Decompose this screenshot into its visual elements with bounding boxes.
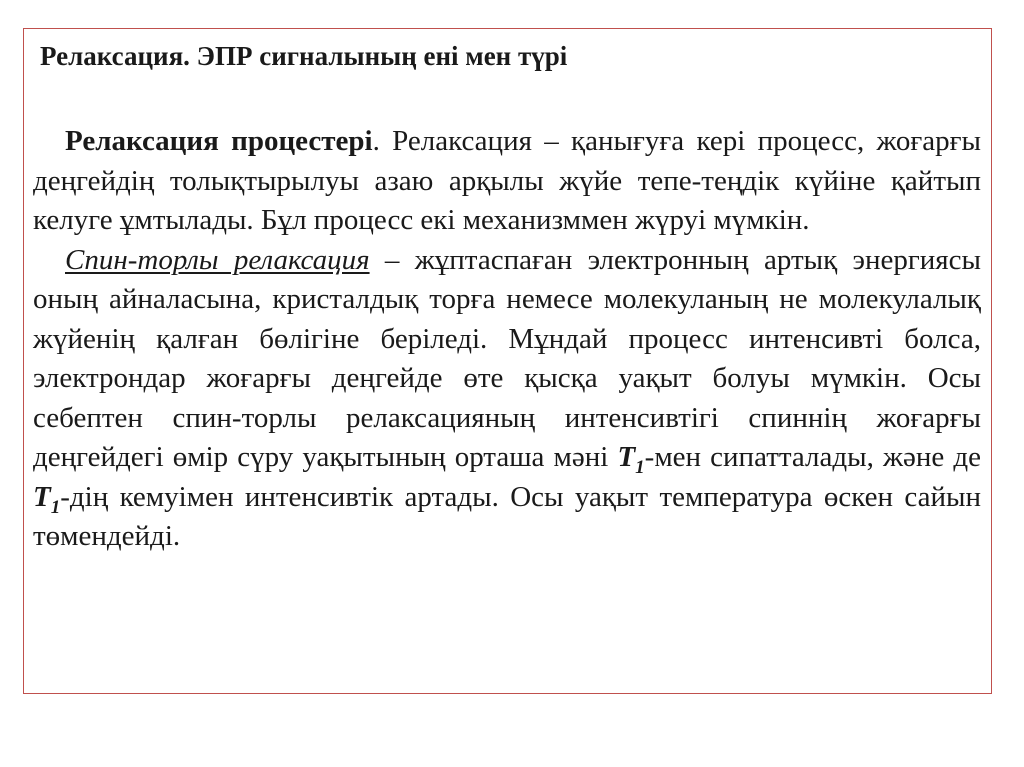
paragraph-spin-lattice <box>33 241 981 557</box>
paragraph-relaxation-processes <box>33 122 981 241</box>
symbol-t1: $T_1$ <box>33 480 61 518</box>
slide-title: Релаксация. ЭПР сигналының ені мен түрі <box>40 41 568 71</box>
paragraph-text: -мен сипатталады, және де <box>644 441 981 473</box>
term-spin-lattice-relaxation: Спин-торлы релаксация <box>65 243 370 276</box>
symbol-t1: $T_1$ <box>617 441 645 478</box>
paragraph-text: – жұптаспаған электронның артық энергиясы оның айналасына, кристалдық торға немесе молекуланың не молекулалық жүйенің қалған бөлігіне беріледі. Мұндай процесс интенсивті болса, электрондар жоғарғы деңгейде өте қысқа уақыт болуы мүмкін. Осы себептен спин-торлы релаксацияның интенсивтігі спиннің жоғарғы деңгейдегі өмір сүру уақытының орташа мәні <box>33 243 981 473</box>
term-relaxation-processes: Релаксация процестері <box>65 125 373 157</box>
slide-body <box>33 122 981 557</box>
paragraph-text: -дің кемуімен интенсивтік артады. Осы уақыт температура өскен сайын төмендейді. <box>33 480 981 552</box>
paragraph-text: . Релаксация – қанығуға кері процесс, жоғарғы деңгейдің толықтырылуы азаю арқылы жүйе тепе-теңдік күйіне қайтып келуге ұмтылады. Бұл процесс екі механизммен жүруі мүмкін. <box>33 125 981 236</box>
